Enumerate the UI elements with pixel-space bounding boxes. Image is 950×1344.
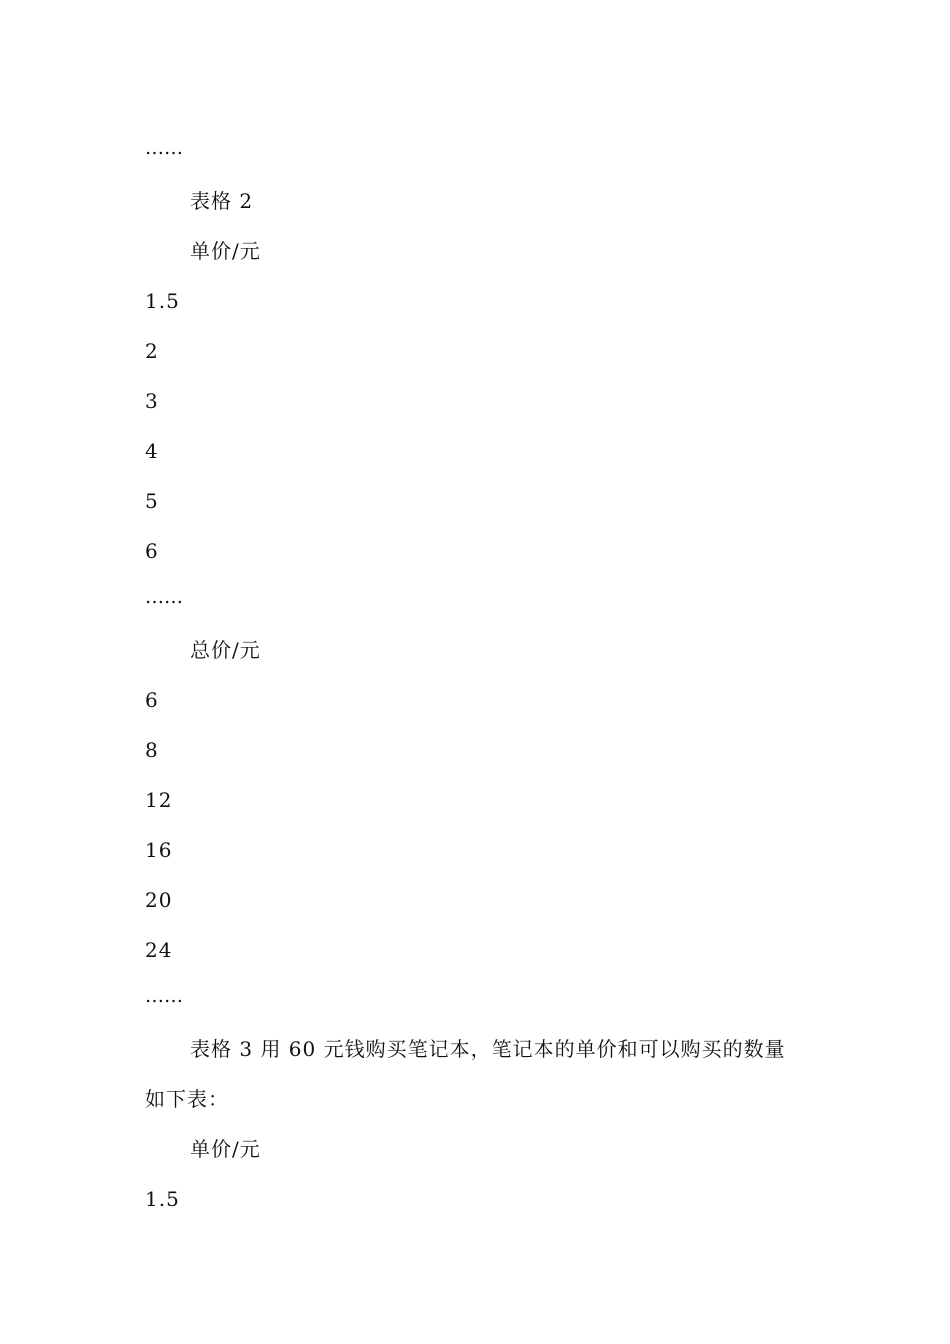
ellipsis-unit-prices: …… bbox=[145, 586, 183, 608]
unit-price-value: 1.5 bbox=[145, 289, 180, 313]
total-price-value: 6 bbox=[145, 688, 159, 712]
table2-caption: 表格 2 bbox=[190, 189, 254, 213]
unit-price-value: 6 bbox=[145, 539, 159, 563]
table3-intro-line1: 表格 3 用 60 元钱购买笔记本，笔记本的单价和可以购买的数量 bbox=[190, 1037, 786, 1061]
table3-unit-price-header: 单价/元 bbox=[190, 1137, 261, 1161]
unit-price-value: 5 bbox=[145, 489, 159, 513]
total-price-value: 8 bbox=[145, 738, 159, 762]
ellipsis-total-prices: …… bbox=[145, 985, 183, 1007]
total-price-value: 12 bbox=[145, 788, 173, 812]
total-price-value: 24 bbox=[145, 938, 173, 962]
total-price-value: 16 bbox=[145, 838, 173, 862]
total-price-header: 总价/元 bbox=[190, 638, 261, 662]
table3-intro-line2: 如下表： bbox=[145, 1087, 229, 1111]
unit-price-value: 3 bbox=[145, 389, 159, 413]
unit-price-header: 单价/元 bbox=[190, 239, 261, 263]
table3-first-price: 1.5 bbox=[145, 1187, 180, 1211]
unit-price-value: 2 bbox=[145, 339, 159, 363]
total-price-value: 20 bbox=[145, 888, 173, 912]
ellipsis-top: …… bbox=[145, 137, 183, 159]
unit-price-value: 4 bbox=[145, 439, 159, 463]
